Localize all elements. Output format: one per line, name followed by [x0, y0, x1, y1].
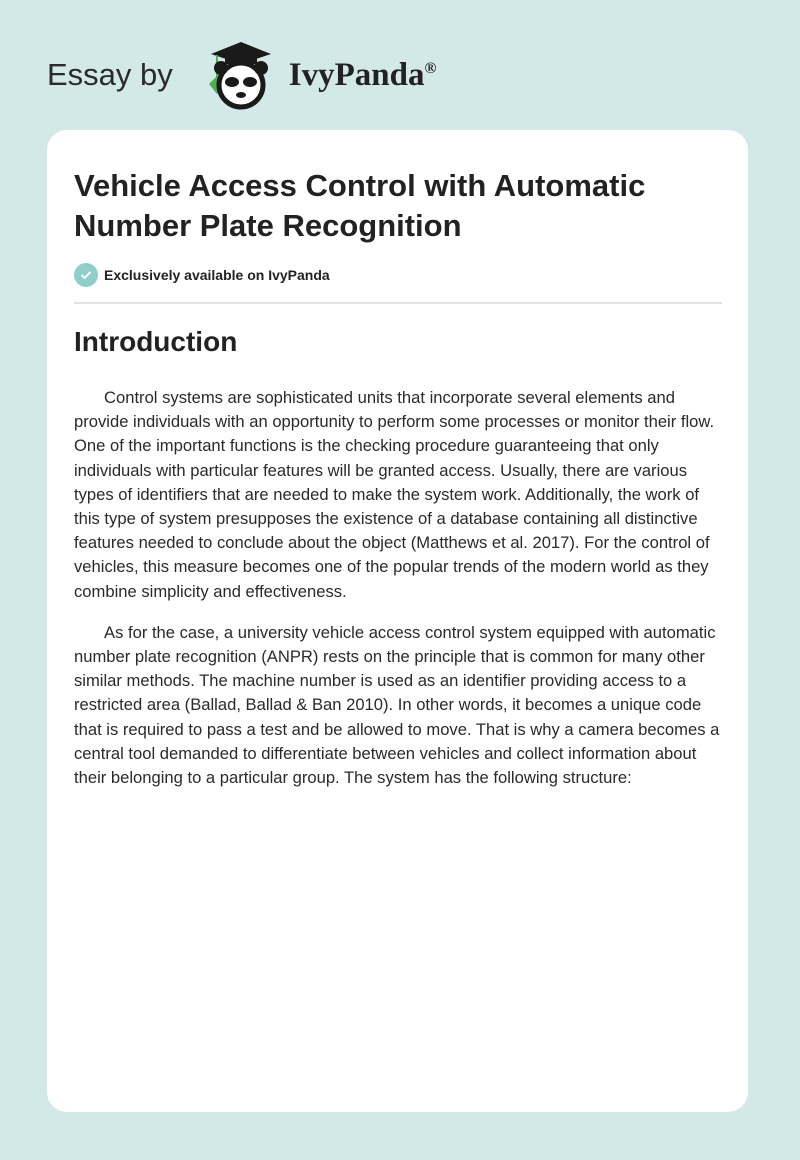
essay-by-label: Essay by: [47, 57, 173, 92]
essay-body: [74, 386, 728, 807]
divider: [74, 302, 722, 304]
exclusive-text: Exclusively available on IvyPanda: [104, 267, 330, 283]
paragraph: As for the case, a university vehicle access control system equipped with automatic number plate recognition (ANPR) rests on the principle that is common for many other similar methods. The machine number is used as an identifier providing access to a restricted area (Ballad, Ballad & Ban 2010). In other words, it becomes a unique code that is required to pass a test and be allowed to move. That is why a camera becomes a central tool demanded to differentiate between vehicles and collect information about their belonging to a particular group. The system has the following structure:: [74, 622, 720, 788]
exclusive-badge: [74, 263, 330, 287]
brand-name: IvyPanda®: [288, 56, 437, 93]
essay-card: [47, 130, 748, 1112]
section-heading: Introduction: [74, 326, 238, 357]
ivypanda-logo-icon: [191, 40, 283, 110]
paragraph: Control systems are sophisticated units that incorporate several elements and provide individuals with an opportunity to perform some processes or monitor their flow. One of the important functions is the checking procedure guaranteeing that only individuals with particular features will be granted access. Usually, there are various types of identifiers that are needed to make the system work. Additionally, the work of this type of system presupposes the existence of a database containing all distinctive features needed to conclude about the object (Matthews et al. 2017). For the control of vehicles, this measure becomes one of the popular trends of the modern world as they combine simplicity and effectiveness.: [74, 388, 715, 601]
essay-title: Vehicle Access Control with Automatic Number Plate Recognition: [74, 168, 646, 243]
check-icon: [74, 263, 98, 287]
site-header: [47, 40, 436, 110]
